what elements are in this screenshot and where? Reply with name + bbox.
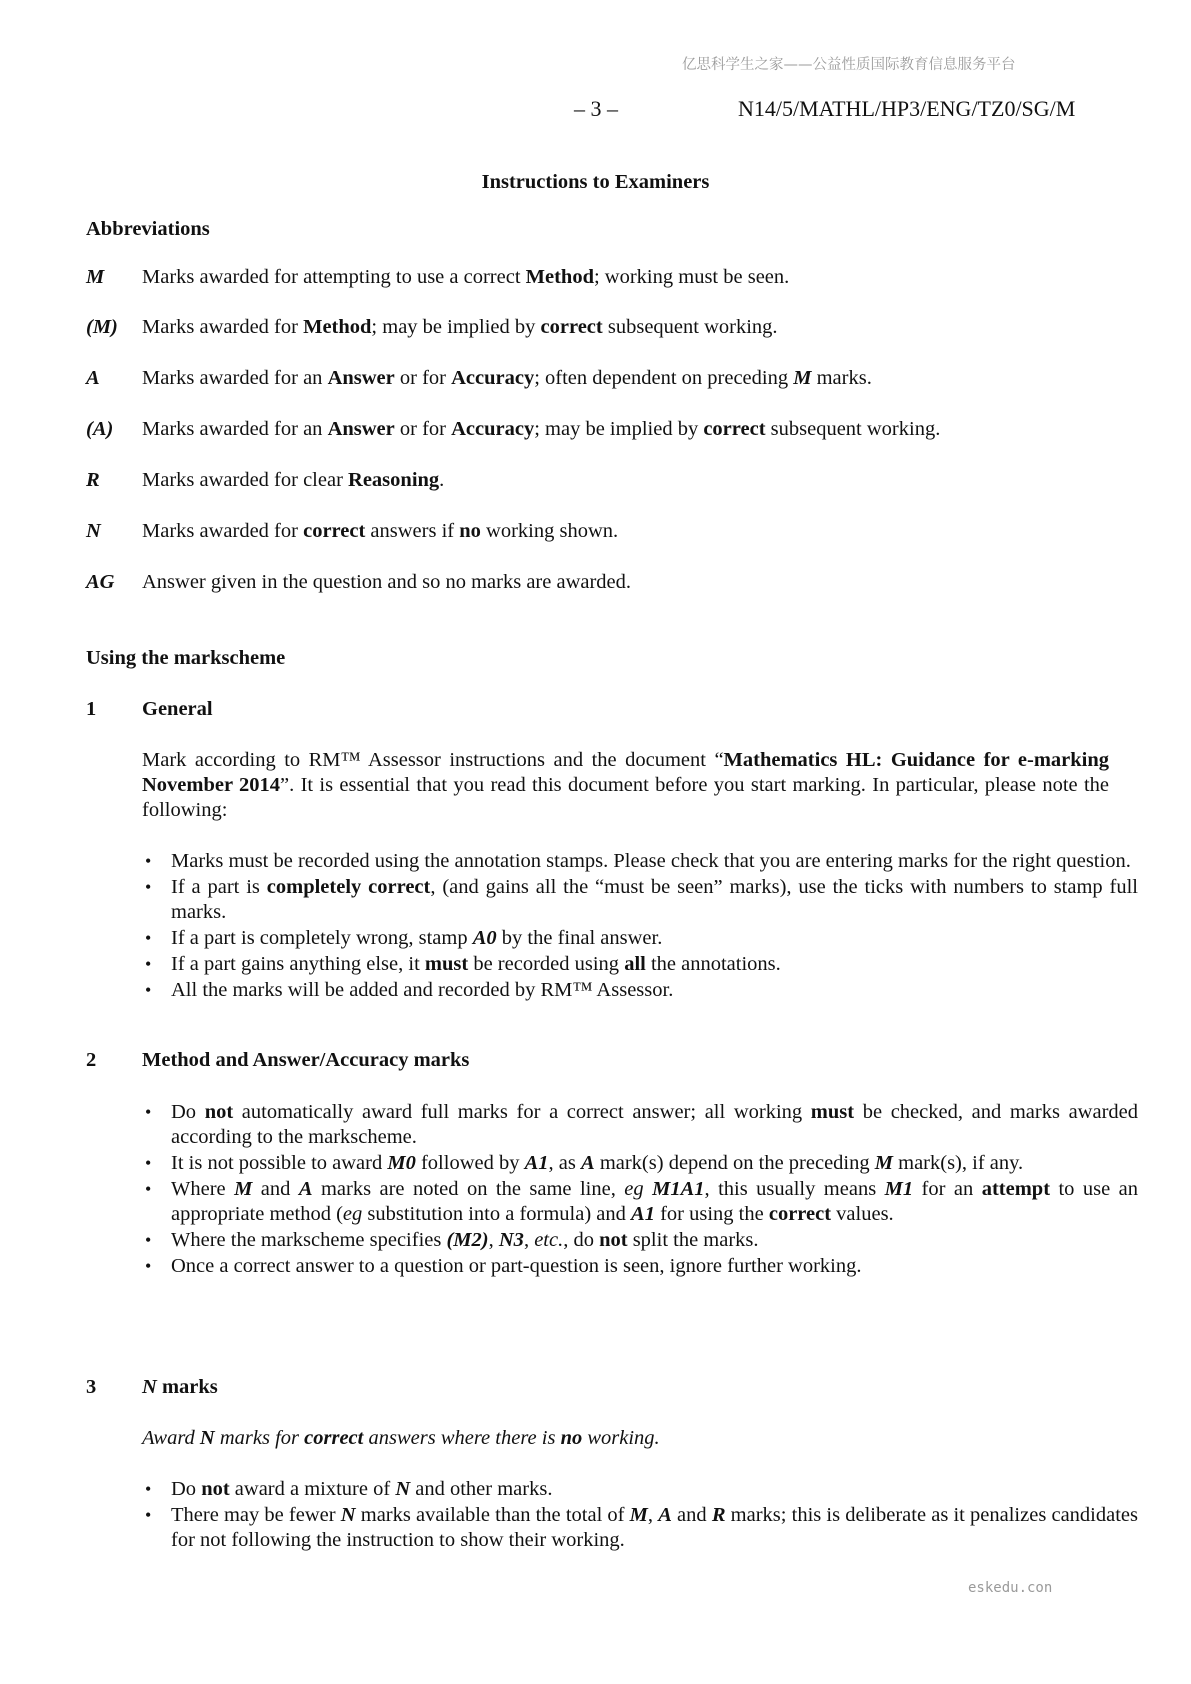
list-item: • All the marks will be added and recorded by RM™ Assessor. [171, 978, 1138, 1003]
list-item: • Do not award a mixture of N and other marks. [171, 1477, 1138, 1502]
footer-watermark: eskedu.con [968, 1580, 1053, 1596]
abbr-key-r: R [86, 469, 100, 491]
section-3-number: 3 [86, 1376, 97, 1398]
page-title: Instructions to Examiners [481, 171, 710, 193]
list-item: • Marks must be recorded using the annotation stamps. Please check that you are entering marks for the right question. [171, 849, 1138, 874]
section-1-bullet-list [142, 849, 1138, 1004]
list-item: • If a part is completely wrong, stamp A0 by the final answer. [171, 926, 1138, 951]
list-item: • There may be fewer N marks available than the total of M, A and R marks; this is deliberate as it penalizes candidates for not following the instruction to show their working. [171, 1503, 1138, 1553]
section-2-title: Method and Answer/Accuracy marks [142, 1049, 470, 1071]
section-1-number: 1 [86, 698, 97, 720]
abbr-key-a: A [86, 367, 100, 389]
document-code: N14/5/MATHL/HP3/ENG/TZ0/SG/M [738, 96, 1076, 121]
list-item: • Where the markscheme specifies (M2), N3, etc., do not split the marks. [171, 1228, 1138, 1253]
section-3-bullet-list [142, 1477, 1138, 1554]
abbr-key-n: N [86, 520, 101, 542]
section-2-bullet-list [142, 1100, 1138, 1280]
abbr-def-m-implied: Marks awarded for Method; may be implied by correct subsequent working. [142, 316, 778, 338]
abbr-def-r: Marks awarded for clear Reasoning. [142, 469, 445, 491]
list-item: • Once a correct answer to a question or part-question is seen, ignore further working. [171, 1254, 1138, 1279]
abbr-def-a-implied: Marks awarded for an Answer or for Accuracy; may be implied by correct subsequent working. [142, 418, 941, 440]
section-3-title: N marks [142, 1376, 218, 1398]
abbr-def-m: Marks awarded for attempting to use a correct Method; working must be seen. [142, 266, 790, 288]
using-markscheme-heading: Using the markscheme [86, 647, 286, 669]
section-1-paragraph: Mark according to RM™ Assessor instructions and the document “Mathematics HL: Guidance for e-marking November 2014”. It is essential that you read this document before you start marking. In particular, please note the following: [142, 749, 1109, 821]
watermark-text: 亿思科学生之家——公益性质国际教育信息服务平台 [682, 57, 1016, 73]
abbr-key-a-implied: (A) [86, 418, 114, 440]
list-item: • It is not possible to award M0 followed by A1, as A mark(s) depend on the preceding M mark(s), if any. [171, 1151, 1138, 1176]
section-3-paragraph: Award N marks for correct answers where there is no working. [142, 1427, 660, 1449]
list-item: • If a part is completely correct, (and gains all the “must be seen” marks), use the ticks with numbers to stamp full marks. [171, 875, 1138, 925]
abbreviations-heading: Abbreviations [86, 218, 210, 240]
list-item: • Where M and A marks are noted on the same line, eg M1A1, this usually means M1 for an attempt to use an appropriate method (eg substitution into a formula) and A1 for using the correct values. [171, 1177, 1138, 1227]
abbr-key-m-implied: (M) [86, 316, 118, 338]
abbr-key-m: M [86, 266, 105, 288]
section-2-number: 2 [86, 1049, 97, 1071]
page-number: – 3 – [574, 96, 618, 121]
section-1-title: General [142, 698, 213, 720]
list-item: • If a part gains anything else, it must be recorded using all the annotations. [171, 952, 1138, 977]
abbr-def-a: Marks awarded for an Answer or for Accuracy; often dependent on preceding M marks. [142, 367, 872, 389]
list-item: • Do not automatically award full marks for a correct answer; all working must be checked, and marks awarded according to the markscheme. [171, 1100, 1138, 1150]
abbr-key-ag: AG [86, 571, 115, 593]
abbr-def-ag: Answer given in the question and so no marks are awarded. [142, 571, 632, 593]
abbr-def-n: Marks awarded for correct answers if no working shown. [142, 520, 619, 542]
